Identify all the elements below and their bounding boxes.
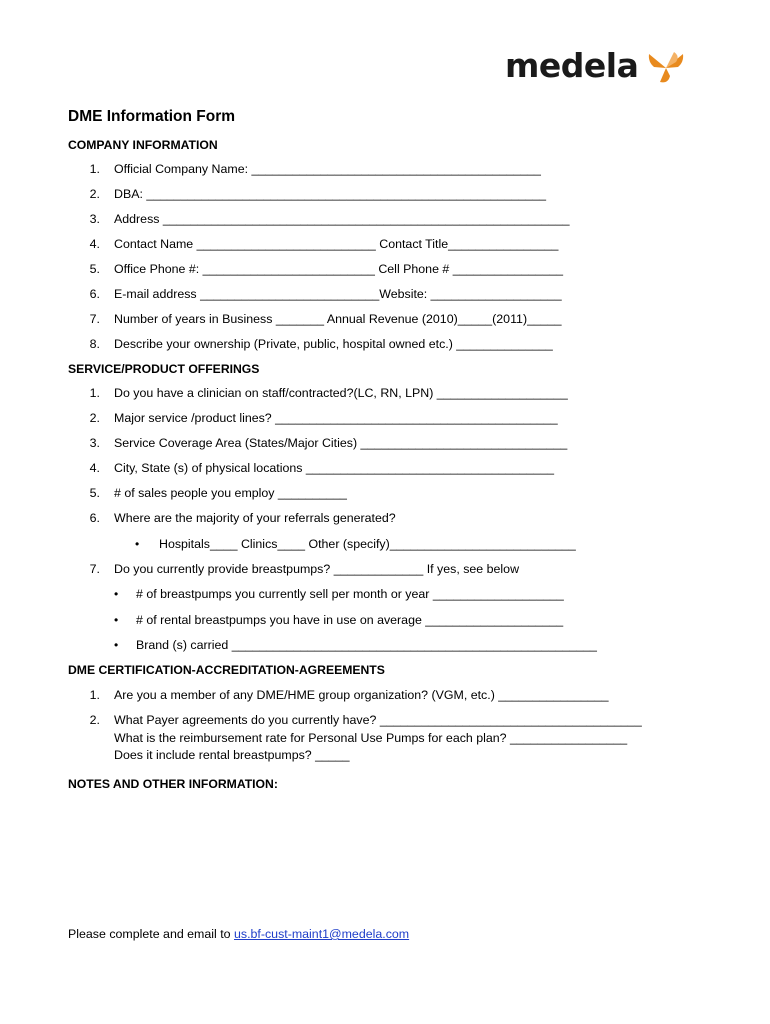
rental-breastpumps-line[interactable]: Does it include rental breastpumps? _____	[114, 748, 350, 762]
medela-logo	[505, 44, 686, 88]
service-heading: SERVICE/PRODUCT OFFERINGS	[68, 362, 260, 376]
medela-flower-icon	[646, 46, 686, 86]
bullet-icon: •	[114, 638, 119, 652]
bullet-icon: •	[135, 537, 140, 551]
notes-heading: NOTES AND OTHER INFORMATION:	[68, 777, 278, 791]
brand-name: medela	[505, 46, 639, 85]
company-info-heading: COMPANY INFORMATION	[68, 138, 218, 152]
form-title: DME Information Form	[68, 108, 236, 125]
bullet-icon: •	[114, 613, 119, 627]
footer-note: Please complete and email to us.bf-cust-maint1@medela.com	[68, 927, 410, 941]
reimbursement-rate-line[interactable]: What is the reimbursement rate for Personal Use Pumps for each plan? _________________	[114, 731, 628, 745]
bullet-icon: •	[114, 587, 119, 601]
certification-heading: DME CERTIFICATION-ACCREDITATION-AGREEMENTS	[68, 663, 385, 677]
email-link[interactable]: us.bf-cust-maint1@medela.com	[234, 927, 410, 941]
